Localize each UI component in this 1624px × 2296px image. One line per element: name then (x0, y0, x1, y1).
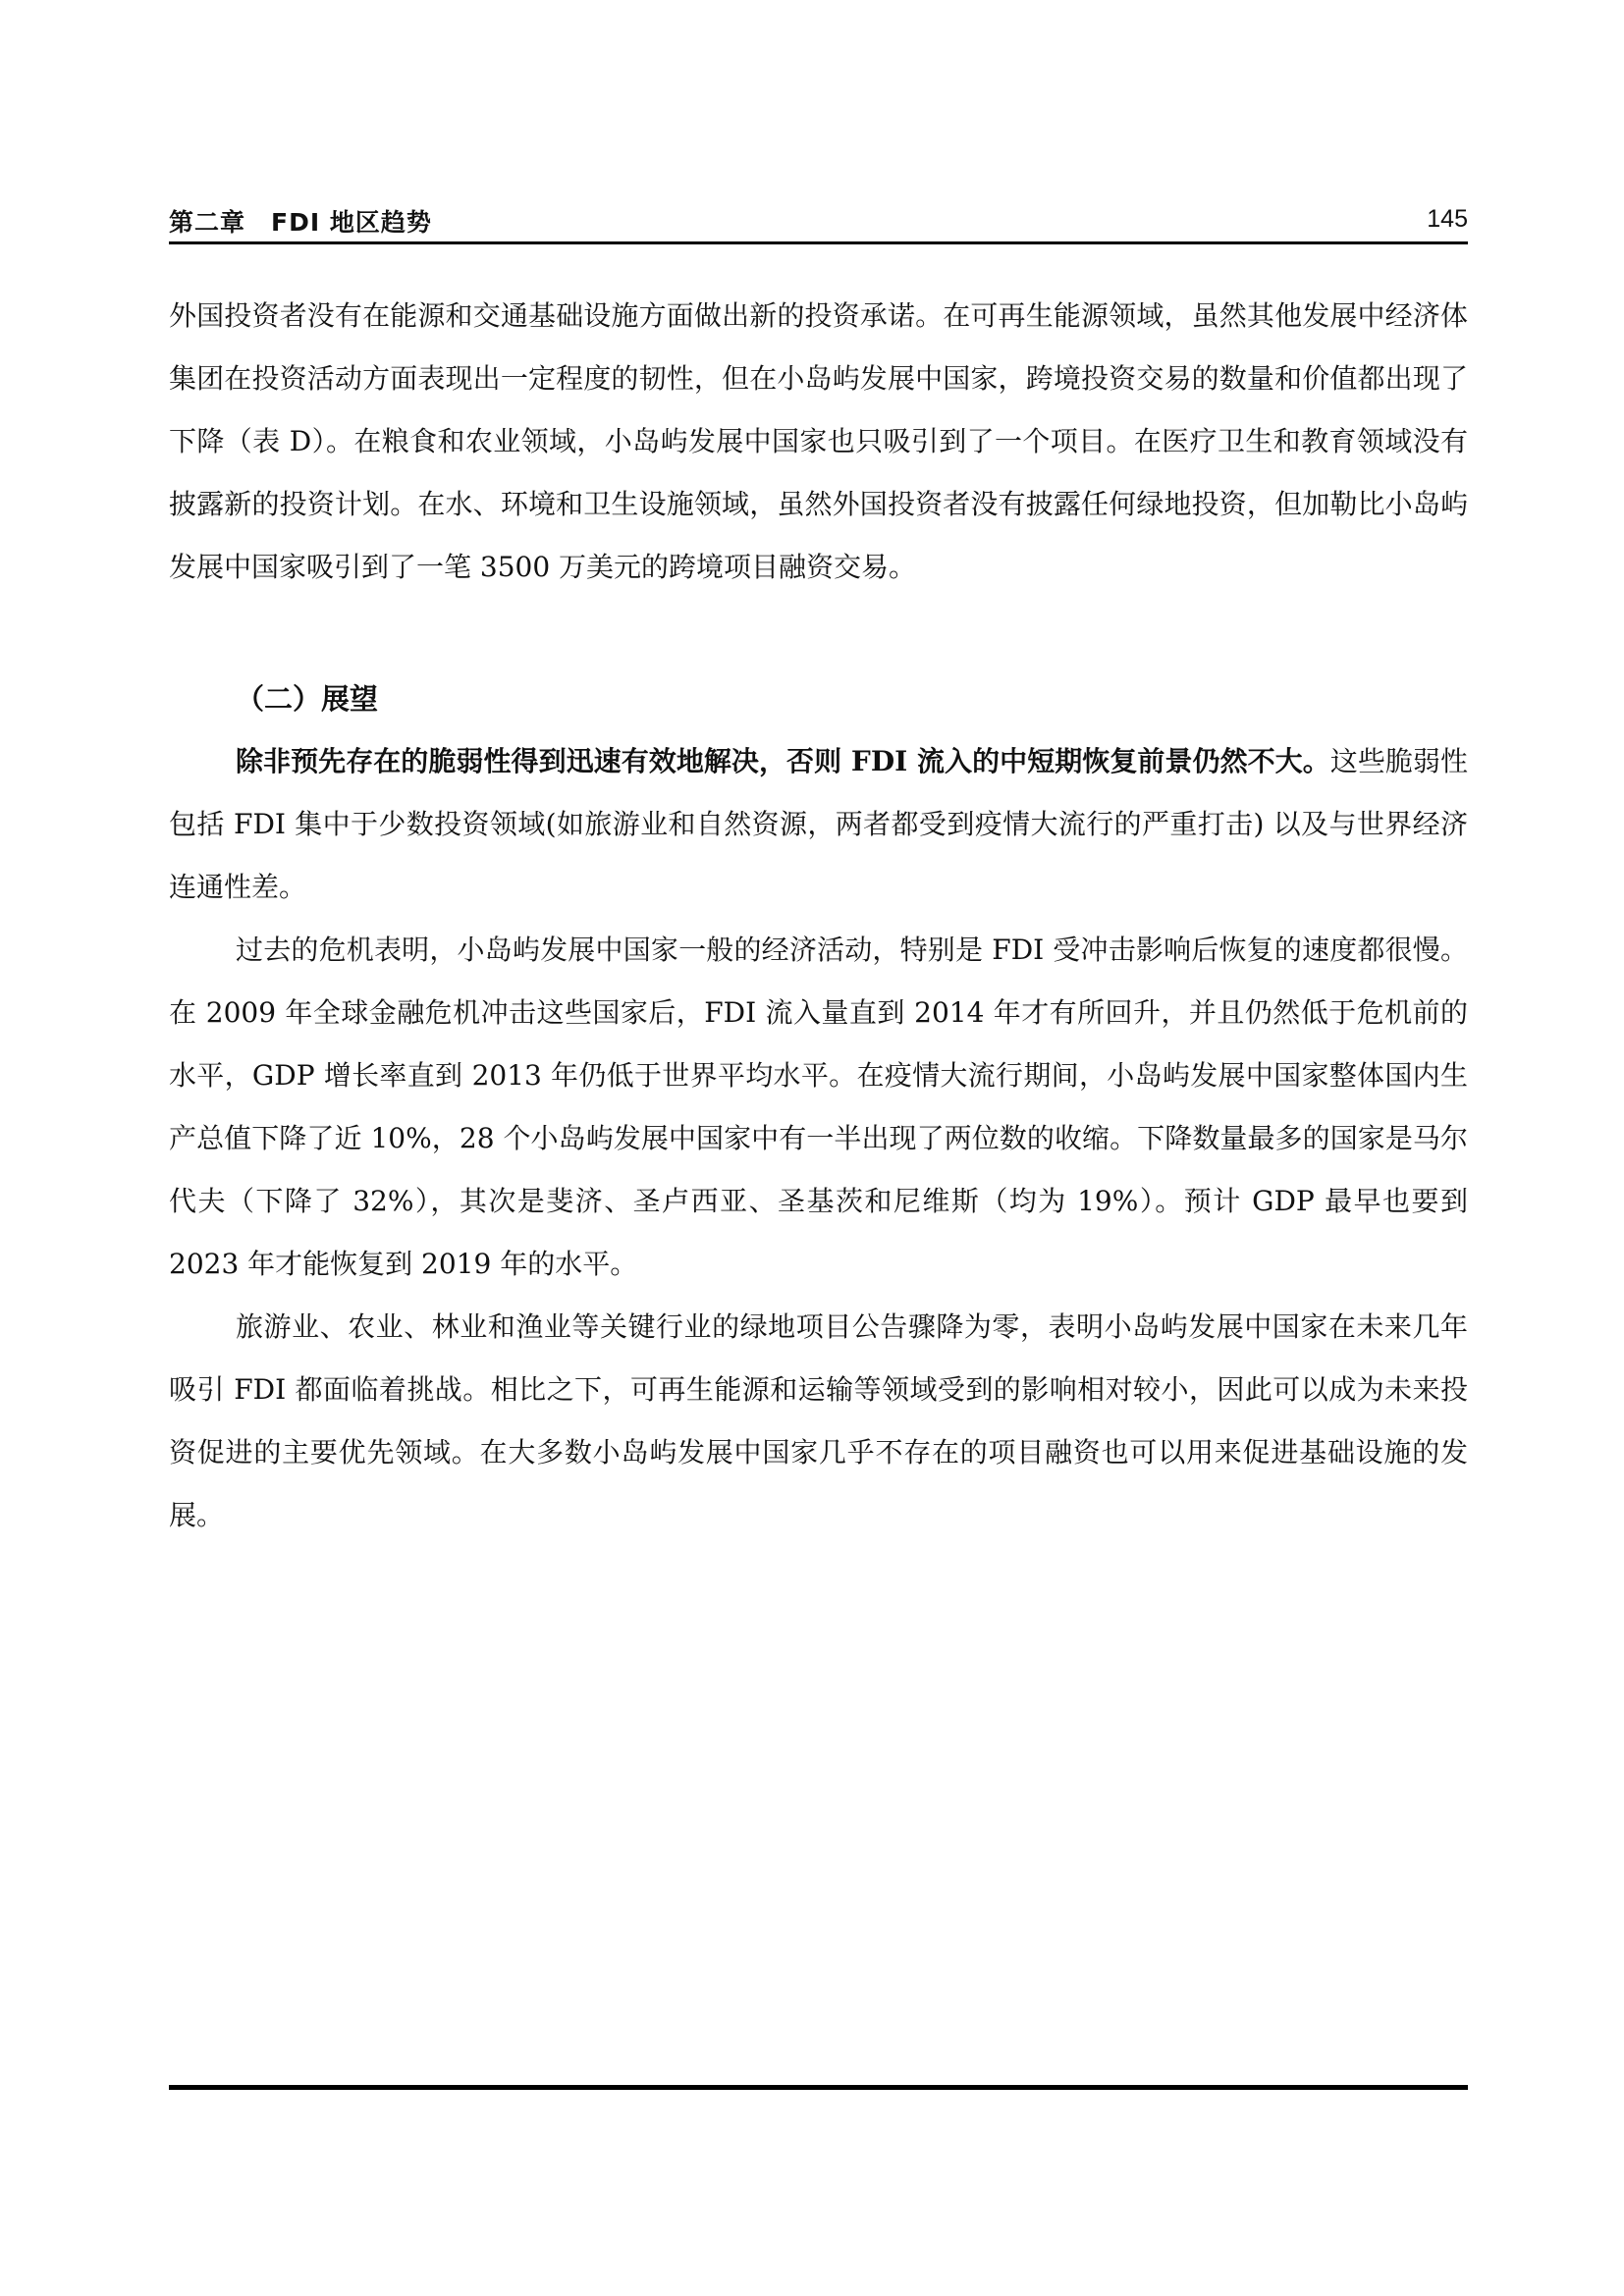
paragraph-2-body: 这些脆弱性包括 FDI 集中于少数投资领域(如旅游业和自然资源，两者都受到疫情大流行的严重打击) 以及与世界经济连通性差。 (169, 745, 1468, 903)
chapter-title: 第二章 FDI 地区趋势 (169, 208, 432, 237)
paragraph-4: 旅游业、农业、林业和渔业等关键行业的绿地项目公告骤降为零，表明小岛屿发展中国家在未来几年吸引 FDI 都面临着挑战。相比之下，可再生能源和运输等领域受到的影响相对较小，因此可以成为未来投资促进的主要优先领域。在大多数小岛屿发展中国家几乎不存在的项目融资也可以用来促进基础设施的发展。 (169, 1310, 1468, 1531)
paragraph-2 (169, 730, 1468, 919)
page-number: 145 (1427, 205, 1468, 233)
paragraph-1: 外国投资者没有在能源和交通基础设施方面做出新的投资承诺。在可再生能源领域，虽然其他发展中经济体集团在投资活动方面表现出一定程度的韧性，但在小岛屿发展中国家，跨境投资交易的数量和价值都出现了下降（表 D）。在粮食和农业领域，小岛屿发展中国家也只吸引到了一个项目。在医疗卫生和教育领域没有披露新的投资计划。在水、环境和卫生设施领域，虽然外国投资者没有披露任何绿地投资，但加勒比小岛屿发展中国家吸引到了一笔 3500 万美元的跨境项目融资交易。 (169, 299, 1468, 583)
header-divider (169, 241, 1468, 244)
page-body (169, 285, 1468, 1547)
paragraph-2-lead: 除非预先存在的脆弱性得到迅速有效地解决，否则 FDI 流入的中短期恢复前景仍然不大。 (236, 745, 1330, 777)
paragraph-3: 过去的危机表明，小岛屿发展中国家一般的经济活动，特别是 FDI 受冲击影响后恢复的速度都很慢。在 2009 年全球金融危机冲击这些国家后，FDI 流入量直到 2014 年才有所回升，并且仍然低于危机前的水平，GDP 增长率直到 2013 年仍低于世界平均水平。在疫情大流行期间，小岛屿发展中国家整体国内生产总值下降了近 10%，28 个小岛屿发展中国家中有一半出现了两位数的收缩。下降数量最多的国家是马尔代夫（下降了 32%），其次是斐济、圣卢西亚、圣基茨和尼维斯（均为 19%）。预计 GDP 最早也要到 2023 年才能恢复到 2019 年的水平。 (169, 934, 1468, 1280)
section-heading: （二）展望 (236, 682, 379, 716)
running-header (169, 199, 1468, 239)
footer-divider (169, 2085, 1468, 2090)
